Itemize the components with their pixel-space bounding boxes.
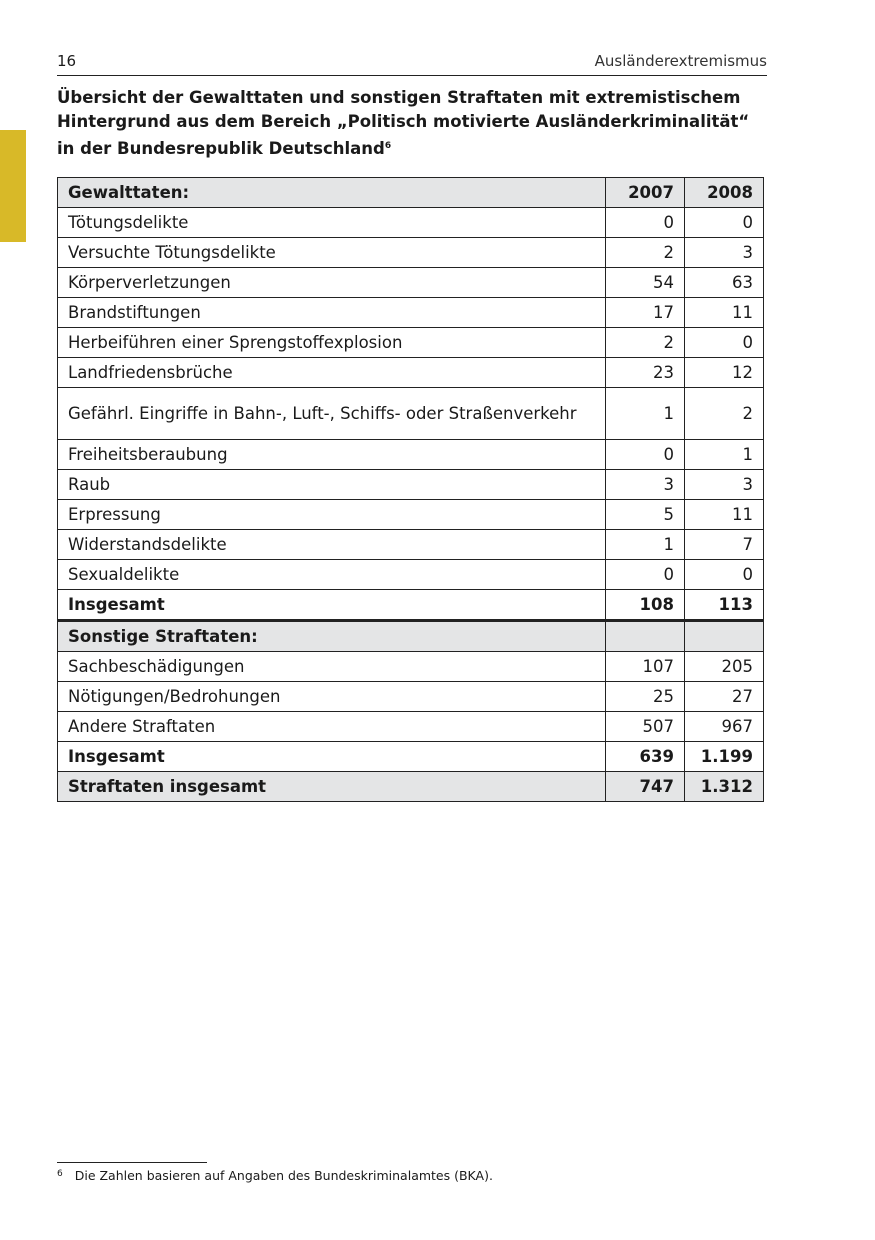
value-2008: 205 <box>685 652 764 682</box>
row-label: Andere Straftaten <box>58 712 606 742</box>
table-row <box>58 530 764 560</box>
value-2008: 11 <box>685 500 764 530</box>
row-label: Freiheitsberaubung <box>58 440 606 470</box>
row-label: Widerstandsdelikte <box>58 530 606 560</box>
value-2008: 967 <box>685 712 764 742</box>
value-2007: 54 <box>606 268 685 298</box>
row-label: Gefährl. Eingriffe in Bahn-, Luft-, Schiffs- oder Straßenverkehr <box>58 388 606 440</box>
table-row <box>58 470 764 500</box>
row-label: Raub <box>58 470 606 500</box>
table-row <box>58 238 764 268</box>
row-label: Sachbeschädigungen <box>58 652 606 682</box>
other-offenses-heading: Sonstige Straftaten: <box>58 621 606 652</box>
table-row <box>58 268 764 298</box>
grand-total-row <box>58 772 764 802</box>
value-2008: 63 <box>685 268 764 298</box>
other-total-row <box>58 742 764 772</box>
title-footnote-ref: 6 <box>384 141 392 151</box>
column-header-2008: 2008 <box>685 178 764 208</box>
value-2007: 747 <box>606 772 685 802</box>
chapter-accent-bar <box>0 130 26 242</box>
other-offenses-heading-row <box>58 621 764 652</box>
footnote <box>57 1168 493 1183</box>
row-label: Landfriedensbrüche <box>58 358 606 388</box>
row-label: Insgesamt <box>58 742 606 772</box>
value-2008: 1.312 <box>685 772 764 802</box>
value-2007: 107 <box>606 652 685 682</box>
value-2007: 0 <box>606 560 685 590</box>
row-label: Versuchte Tötungsdelikte <box>58 238 606 268</box>
table-row <box>58 652 764 682</box>
table-row <box>58 712 764 742</box>
value-2007: 108 <box>606 590 685 621</box>
running-head: Ausländerextremismus <box>594 52 767 70</box>
row-label: Herbeiführen einer Sprengstoffexplosion <box>58 328 606 358</box>
value-2007: 1 <box>606 388 685 440</box>
footnote-mark: 6 <box>57 1169 63 1179</box>
crime-statistics-table <box>57 177 764 802</box>
value-2007: 17 <box>606 298 685 328</box>
value-2007: 23 <box>606 358 685 388</box>
value-2007: 25 <box>606 682 685 712</box>
value-2007: 5 <box>606 500 685 530</box>
table-row <box>58 560 764 590</box>
value-2007: 0 <box>606 208 685 238</box>
table-row <box>58 358 764 388</box>
footnote-text: Die Zahlen basieren auf Angaben des Bundeskriminalamtes (BKA). <box>74 1168 493 1183</box>
value-2008: 0 <box>685 208 764 238</box>
table-header-row <box>58 178 764 208</box>
value-2008: 0 <box>685 560 764 590</box>
header-divider <box>57 75 767 76</box>
value-2008: 0 <box>685 328 764 358</box>
page-title <box>57 86 757 161</box>
title-text: Übersicht der Gewalttaten und sonstigen Straftaten mit extremistischem Hintergrund aus dem Bereich „Politisch motivierte Ausländerkriminalität“ in der Bundesrepublik Deutschland <box>57 88 750 158</box>
row-label: Insgesamt <box>58 590 606 621</box>
table-row <box>58 682 764 712</box>
violent-total-row <box>58 590 764 621</box>
row-label: Tötungsdelikte <box>58 208 606 238</box>
row-label: Sexualdelikte <box>58 560 606 590</box>
row-label: Straftaten insgesamt <box>58 772 606 802</box>
table-row <box>58 500 764 530</box>
value-2008: 113 <box>685 590 764 621</box>
table-row <box>58 298 764 328</box>
column-header-category: Gewalttaten: <box>58 178 606 208</box>
table-row <box>58 208 764 238</box>
value-2008: 1 <box>685 440 764 470</box>
empty-cell <box>606 621 685 652</box>
row-label: Nötigungen/Bedrohungen <box>58 682 606 712</box>
value-2007: 1 <box>606 530 685 560</box>
value-2007: 507 <box>606 712 685 742</box>
row-label: Erpressung <box>58 500 606 530</box>
value-2008: 1.199 <box>685 742 764 772</box>
table-row <box>58 328 764 358</box>
value-2008: 7 <box>685 530 764 560</box>
value-2008: 12 <box>685 358 764 388</box>
value-2008: 3 <box>685 238 764 268</box>
table-row <box>58 440 764 470</box>
value-2007: 639 <box>606 742 685 772</box>
value-2007: 0 <box>606 440 685 470</box>
value-2008: 11 <box>685 298 764 328</box>
value-2008: 3 <box>685 470 764 500</box>
value-2007: 3 <box>606 470 685 500</box>
empty-cell <box>685 621 764 652</box>
row-label: Körperverletzungen <box>58 268 606 298</box>
value-2008: 2 <box>685 388 764 440</box>
row-label: Brandstiftungen <box>58 298 606 328</box>
value-2007: 2 <box>606 238 685 268</box>
table-row <box>58 388 764 440</box>
page-number: 16 <box>57 52 77 70</box>
column-header-2007: 2007 <box>606 178 685 208</box>
value-2008: 27 <box>685 682 764 712</box>
value-2007: 2 <box>606 328 685 358</box>
footnote-divider <box>57 1162 207 1163</box>
